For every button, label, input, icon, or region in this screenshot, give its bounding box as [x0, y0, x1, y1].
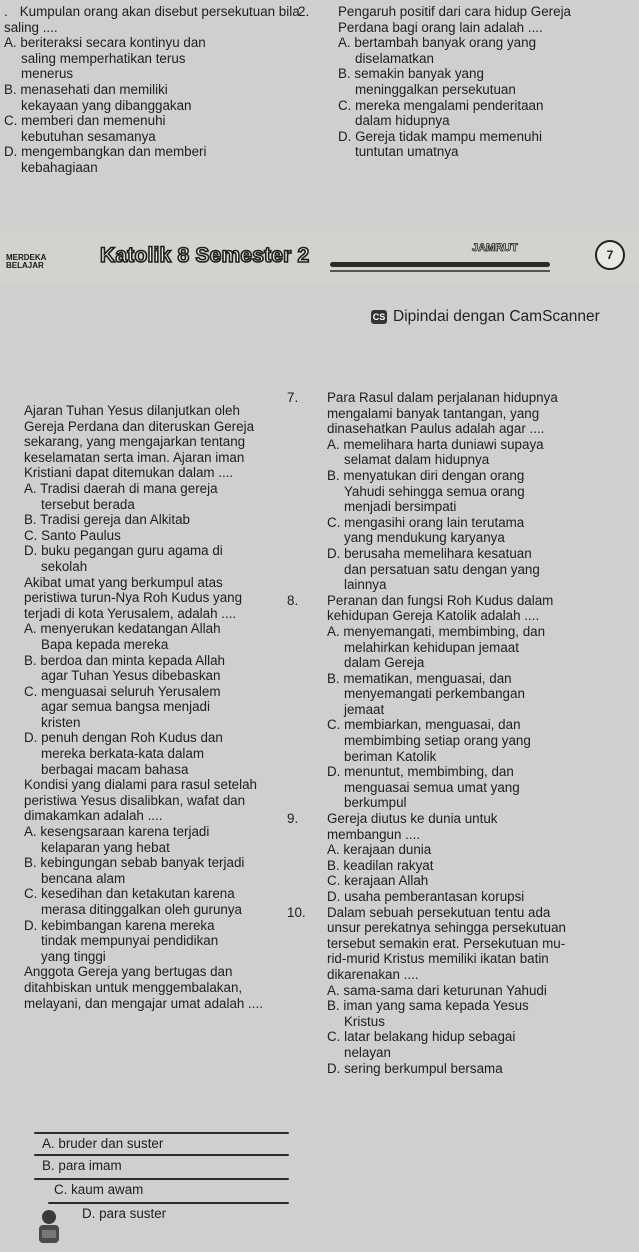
- option: B. menyatukan diri dengan orang Yahudi sehingga semua orang menjadi bersimpati: [327, 467, 525, 515]
- option: B. keadilan rakyat: [327, 857, 434, 873]
- option-divider: [48, 1202, 289, 1204]
- option: B. iman yang sama kepada Yesus Kristus: [327, 998, 529, 1029]
- banner-title: Katolik 8 Semester 2: [100, 244, 310, 267]
- option: B. Tradisi gereja dan Alkitab: [24, 512, 190, 528]
- option: A. menyerukan kedatangan Allah Bapa kepada mereka: [24, 621, 221, 652]
- option: D. usaha pemberantasan korupsi: [327, 889, 525, 904]
- option: D. berusaha memelihara kesatuan dan persatuan satu dengan yang lainnya: [327, 545, 540, 593]
- banner-divider-thin: [330, 270, 550, 272]
- option: A. Tradisi daerah di mana gereja tersebut berada: [24, 480, 218, 512]
- question-6-options: [34, 1132, 294, 1252]
- option: B. menasehati dan memiliki kekayaan yang dibanggakan: [4, 81, 192, 113]
- option: D. Gereja tidak mampu memenuhi tuntutan umatnya: [338, 128, 542, 160]
- option: C. kerajaan Allah: [327, 873, 429, 889]
- scan-text: Dipindai dengan CamScanner: [393, 308, 600, 325]
- option: C. latar belakang hidup sebagai nelayan: [327, 1029, 516, 1060]
- question-5: Kondisi yang dialami para rasul setelah peristiwa Yesus disalibkan, wafat dan dimakamkan adalah .... A. kesengsaraan karena terjadi kelaparan yang hebat B. kebingungan sebab banyak terjadi bencana alam C. kesedihan dan ketakutan karena merasa ditinggalkan oleh gurunya D. kebimbangan karena mereka tindak mempunyai pendidikan yang tinggi: [4, 777, 304, 964]
- page-banner: [0, 232, 639, 284]
- student-illustration-icon: [36, 1208, 62, 1246]
- question-2: [298, 4, 634, 160]
- question-3: Ajaran Tuhan Yesus dilanjutkan oleh Gereja Perdana dan diteruskan Gereja sekarang, yang mengajarkan tentang keselamatan serta iman. Ajaran iman Kristiani dapat ditemukan dalam .... A. Tradisi daerah di mana gereja tersebut berada B. Tradisi gereja dan Alkitab C. Santo Paulus D. buku pegangan guru agama di sekolah: [4, 403, 304, 575]
- option: A. bertambah banyak orang yang diselamatkan: [338, 35, 537, 66]
- question-7: 7. Para Rasul dalam perjalanan hidupnya mengalami banyak tantangan, yang dinasehatkan Paulus adalah agar .... A. memelihara harta duniawi supaya selamat dalam hidupnya B. menyatukan diri dengan orang Yahudi sehingga semua orang menjadi bersimpati C. mengasihi orang lain terutama yang mendukung karyanya D. berusaha memelihara kesatuan dan persatuan satu dengan yang lainnya: [307, 390, 635, 593]
- option: A. sama-sama dari keturunan Yahudi: [327, 982, 547, 998]
- option: A. kerajaan dunia: [327, 842, 432, 858]
- option: B. kebingungan sebab banyak terjadi bencana alam: [24, 855, 245, 886]
- option: A. bruder dan suster: [42, 1136, 164, 1151]
- option: C. menguasai seluruh Yerusalem agar semua bangsa menjadi kristen: [24, 683, 221, 730]
- jamrut-logo: JAMRUT: [472, 242, 518, 254]
- option: D. kebimbangan karena mereka tindak mempunyai pendidikan yang tinggi: [24, 917, 219, 964]
- option: B. berdoa dan minta kepada Allah agar Tuhan Yesus dibebaskan: [24, 652, 226, 684]
- option: C. kesedihan dan ketakutan karena merasa ditinggalkan oleh gurunya: [24, 886, 242, 917]
- option: C. mereka mengalami penderitaan dalam hidupnya: [338, 97, 544, 129]
- merdeka-belajar-logo: MERDEKA BELAJAR: [6, 253, 47, 270]
- option: C. membiarkan, menguasai, dan membimbing setiap orang yang beriman Katolik: [327, 717, 531, 764]
- option: D. para suster: [82, 1206, 167, 1221]
- right-column: [287, 390, 635, 1076]
- option: A. memelihara harta duniawi supaya selamat dalam hidupnya: [327, 436, 544, 468]
- question-2-stem: 2. Pengaruh positif dari cara hidup Gereja Perdana bagi orang lain adalah ....: [298, 4, 571, 35]
- page-number: 7: [595, 240, 625, 270]
- option: D. buku pegangan guru agama di sekolah: [24, 543, 223, 574]
- option: C. kaum awam: [54, 1182, 144, 1197]
- option: D. menuntut, membimbing, dan menguasai semua umat yang berkumpul: [327, 764, 520, 811]
- option-divider: [34, 1178, 289, 1180]
- scan-watermark: [371, 308, 600, 326]
- option: D. sering berkumpul bersama: [327, 1060, 503, 1076]
- question-6: Anggota Gereja yang bertugas dan ditahbiskan untuk menggembalakan, melayani, dan mengajar umat adalah ....: [24, 964, 263, 1011]
- option-divider: [34, 1154, 289, 1156]
- option: B. semakin banyak yang meninggalkan persekutuan: [338, 66, 516, 97]
- option: B. para imam: [42, 1158, 122, 1173]
- left-column: [4, 403, 304, 1011]
- option: C. Santo Paulus: [24, 527, 121, 543]
- option-divider: [34, 1132, 289, 1134]
- option: B. mematikan, menguasai, dan menyemangati perkembangan jemaat: [327, 670, 525, 717]
- option: C. memberi dan memenuhi kebutuhan sesamanya: [4, 113, 166, 144]
- question-8: 8. Peranan dan fungsi Roh Kudus dalam kehidupan Gereja Katolik adalah .... A. menyemangati, membimbing, dan melahirkan kehidupan jemaat dalam Gereja B. mematikan, menguasai, dan menyemangati perkembangan jemaat C. membiarkan, menguasai, dan membimbing setiap orang yang beriman Katolik D. menuntut, membimbing, dan menguasai semua umat yang berkumpul: [307, 593, 635, 811]
- question-1: . Kumpulan orang akan disebut persekutuan bila saling .... A. beriteraksi secara kontinyu dan saling memperhatikan terus menerus B. menasehati dan memiliki kekayaan yang dibanggakan C. memberi dan memenuhi kebutuhan sesamanya D. mengembangkan dan memberi kebahagiaan: [0, 4, 304, 176]
- question-10: 10. Dalam sebuah persekutuan tentu ada unsur perekatnya sehingga persekutuan tersebut semakin erat. Persekutuan mu- rid-murid Kristus memiliki ikatan batin dikarenakan .... A. sama-sama dari keturunan Yahudi B. iman yang sama kepada Yesus Kristus C. latar belakang hidup sebagai nelayan D. sering berkumpul bersama: [307, 905, 635, 1077]
- banner-divider: [330, 262, 550, 267]
- question-4: Akibat umat yang berkumpul atas peristiwa turun-Nya Roh Kudus yang terjadi di kota Yerusalem, adalah .... A. menyerukan kedatangan Allah Bapa kepada mereka B. berdoa dan minta kepada Allah agar Tuhan Yesus dibebaskan C. menguasai seluruh Yerusalem agar semua bangsa menjadi kristen D. penuh dengan Roh Kudus dan mereka berkata-kata dalam berbagai macam bahasa: [4, 575, 304, 778]
- question-9: 9. Gereja diutus ke dunia untuk membangun .... A. kerajaan dunia B. keadilan rakyat C. kerajaan Allah D. usaha pemberantasan korupsi: [307, 811, 635, 905]
- option: A. kesengsaraan karena terjadi kelaparan yang hebat: [24, 824, 210, 855]
- camscanner-icon: CS: [372, 312, 386, 322]
- option: D. mengembangkan dan memberi kebahagiaan: [4, 144, 207, 175]
- option: D. penuh dengan Roh Kudus dan mereka berkata-kata dalam berbagai macam bahasa: [24, 730, 223, 777]
- question-1-stem: . Kumpulan orang akan disebut: [4, 4, 198, 19]
- option: C. mengasihi orang lain terutama yang mendukung karyanya: [327, 514, 525, 546]
- option: A. beriteraksi secara kontinyu dan saling memperhatikan terus menerus: [4, 35, 206, 82]
- option: A. menyemangati, membimbing, dan melahirkan kehidupan jemaat dalam Gereja: [327, 623, 546, 671]
